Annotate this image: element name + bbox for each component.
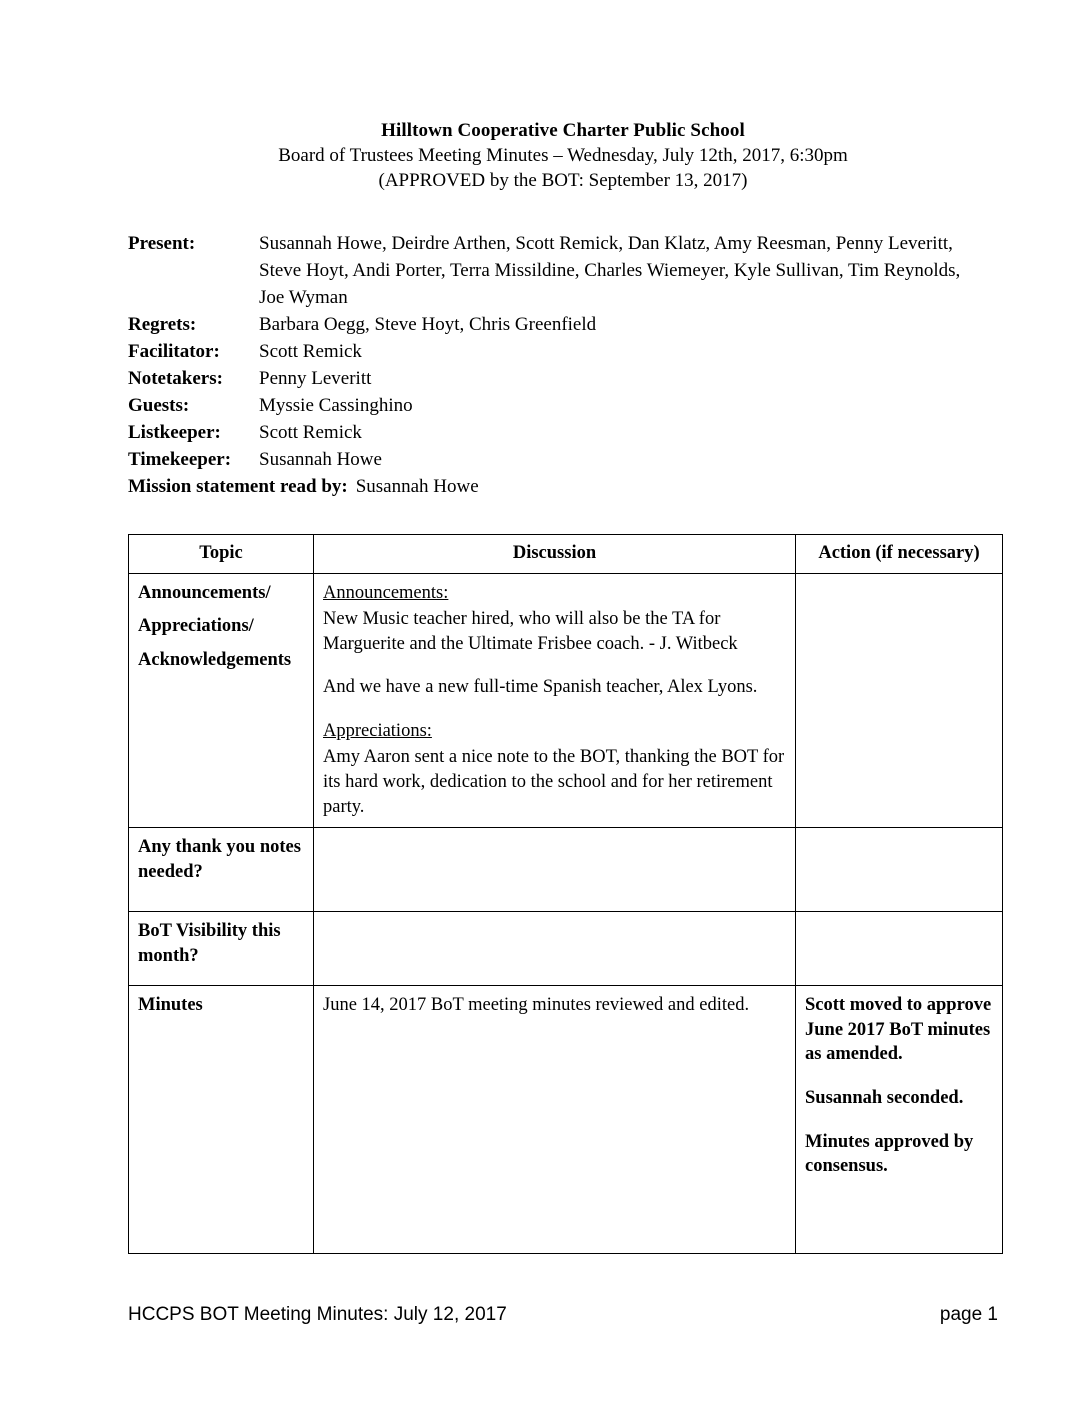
- guests-value: Myssie Cassinghino: [259, 395, 413, 417]
- present-line-3: Joe Wyman: [259, 287, 348, 309]
- action-line-1: Scott moved to approve June 2017 BoT minutes as amended.: [805, 995, 992, 1065]
- action-line-3: Minutes approved by consensus.: [805, 1131, 974, 1177]
- row-discussion-bot-visibility: [314, 912, 796, 986]
- meta-row-facilitator: [128, 339, 998, 366]
- row-topic-bot-visibility: BoT Visibility this month?: [129, 912, 314, 986]
- page-footer: [128, 1304, 998, 1326]
- row-topic-minutes: Minutes: [129, 986, 314, 1254]
- announcements-text: New Music teacher hired, who will also be the TA for Marguerite and the Ultimate Frisbee coach. - J. Witbeck: [323, 609, 738, 654]
- action-line-2: Susannah seconded.: [805, 1088, 964, 1109]
- notetakers-value: Penny Leveritt: [259, 368, 372, 390]
- present-value: [259, 231, 998, 312]
- facilitator-value: Scott Remick: [259, 341, 362, 363]
- row-discussion-thank-you-notes: [314, 828, 796, 912]
- table-header-row: [129, 534, 1003, 573]
- present-line-1: Susannah Howe, Deirdre Arthen, Scott Remick, Dan Klatz, Amy Reesman, Penny Leveritt,: [259, 233, 953, 255]
- document-header: [128, 118, 998, 193]
- document-title: Hilltown Cooperative Charter Public School: [381, 120, 745, 141]
- guests-label: Guests:: [128, 395, 190, 417]
- row-action-announcements: [796, 573, 1003, 828]
- row-topic-thank-you-notes: Any thank you notes needed?: [129, 828, 314, 912]
- meeting-metadata: [128, 231, 998, 501]
- table-row: [129, 986, 1003, 1254]
- column-header-discussion: Discussion: [314, 534, 796, 573]
- topic-line-3: Acknowledgements: [138, 649, 292, 670]
- spanish-teacher-text: And we have a new full-time Spanish teacher, Alex Lyons.: [323, 677, 758, 698]
- present-label: Present:: [128, 233, 196, 255]
- topic-line-1: Announcements/: [138, 582, 271, 603]
- document-subtitle: Board of Trustees Meeting Minutes – Wednesday, July 12th, 2017, 6:30pm: [278, 145, 848, 167]
- meta-row-present: [128, 231, 998, 312]
- facilitator-label: Facilitator:: [128, 341, 220, 363]
- minutes-table: [128, 534, 1003, 1254]
- mission-label: Mission statement read by:: [128, 475, 348, 497]
- column-header-action: Action (if necessary): [796, 534, 1003, 573]
- topic-line-2: Appreciations/: [138, 616, 254, 637]
- table-row: [129, 573, 1003, 828]
- timekeeper-label: Timekeeper:: [128, 448, 232, 470]
- meta-row-regrets: [128, 312, 998, 339]
- meta-row-guests: [128, 393, 998, 420]
- meta-row-mission: [128, 474, 998, 501]
- row-topic-announcements: [129, 573, 314, 828]
- timekeeper-value: Susannah Howe: [259, 448, 382, 470]
- column-header-topic: Topic: [129, 534, 314, 573]
- row-action-minutes: [796, 986, 1003, 1254]
- row-discussion-minutes: June 14, 2017 BoT meeting minutes reviewed and edited.: [314, 986, 796, 1254]
- announcements-heading: Announcements:: [323, 582, 449, 603]
- document-approval-note: (APPROVED by the BOT: September 13, 2017): [378, 170, 748, 192]
- present-line-2: Steve Hoyt, Andi Porter, Terra Missildine, Charles Wiemeyer, Kyle Sullivan, Tim Reynolds,: [259, 260, 961, 282]
- table-row: [129, 828, 1003, 912]
- row-action-bot-visibility: [796, 912, 1003, 986]
- footer-page-number: page 1: [939, 1304, 998, 1325]
- meta-row-listkeeper: [128, 420, 998, 447]
- regrets-label: Regrets:: [128, 314, 197, 336]
- row-discussion-announcements: [314, 573, 796, 828]
- meta-row-notetakers: [128, 366, 998, 393]
- table-row: [129, 912, 1003, 986]
- appreciations-heading: Appreciations:: [323, 720, 432, 741]
- appreciations-text: Amy Aaron sent a nice note to the BOT, thanking the BOT for its hard work, dedication to the school and for her retirement party.: [323, 747, 785, 817]
- regrets-value: Barbara Oegg, Steve Hoyt, Chris Greenfield: [259, 314, 597, 336]
- listkeeper-value: Scott Remick: [259, 422, 362, 444]
- meta-row-timekeeper: [128, 447, 998, 474]
- row-action-thank-you-notes: [796, 828, 1003, 912]
- mission-value: Susannah Howe: [355, 475, 479, 497]
- listkeeper-label: Listkeeper:: [128, 422, 221, 444]
- notetakers-label: Notetakers:: [128, 368, 223, 390]
- footer-left: HCCPS BOT Meeting Minutes: July 12, 2017: [128, 1304, 507, 1325]
